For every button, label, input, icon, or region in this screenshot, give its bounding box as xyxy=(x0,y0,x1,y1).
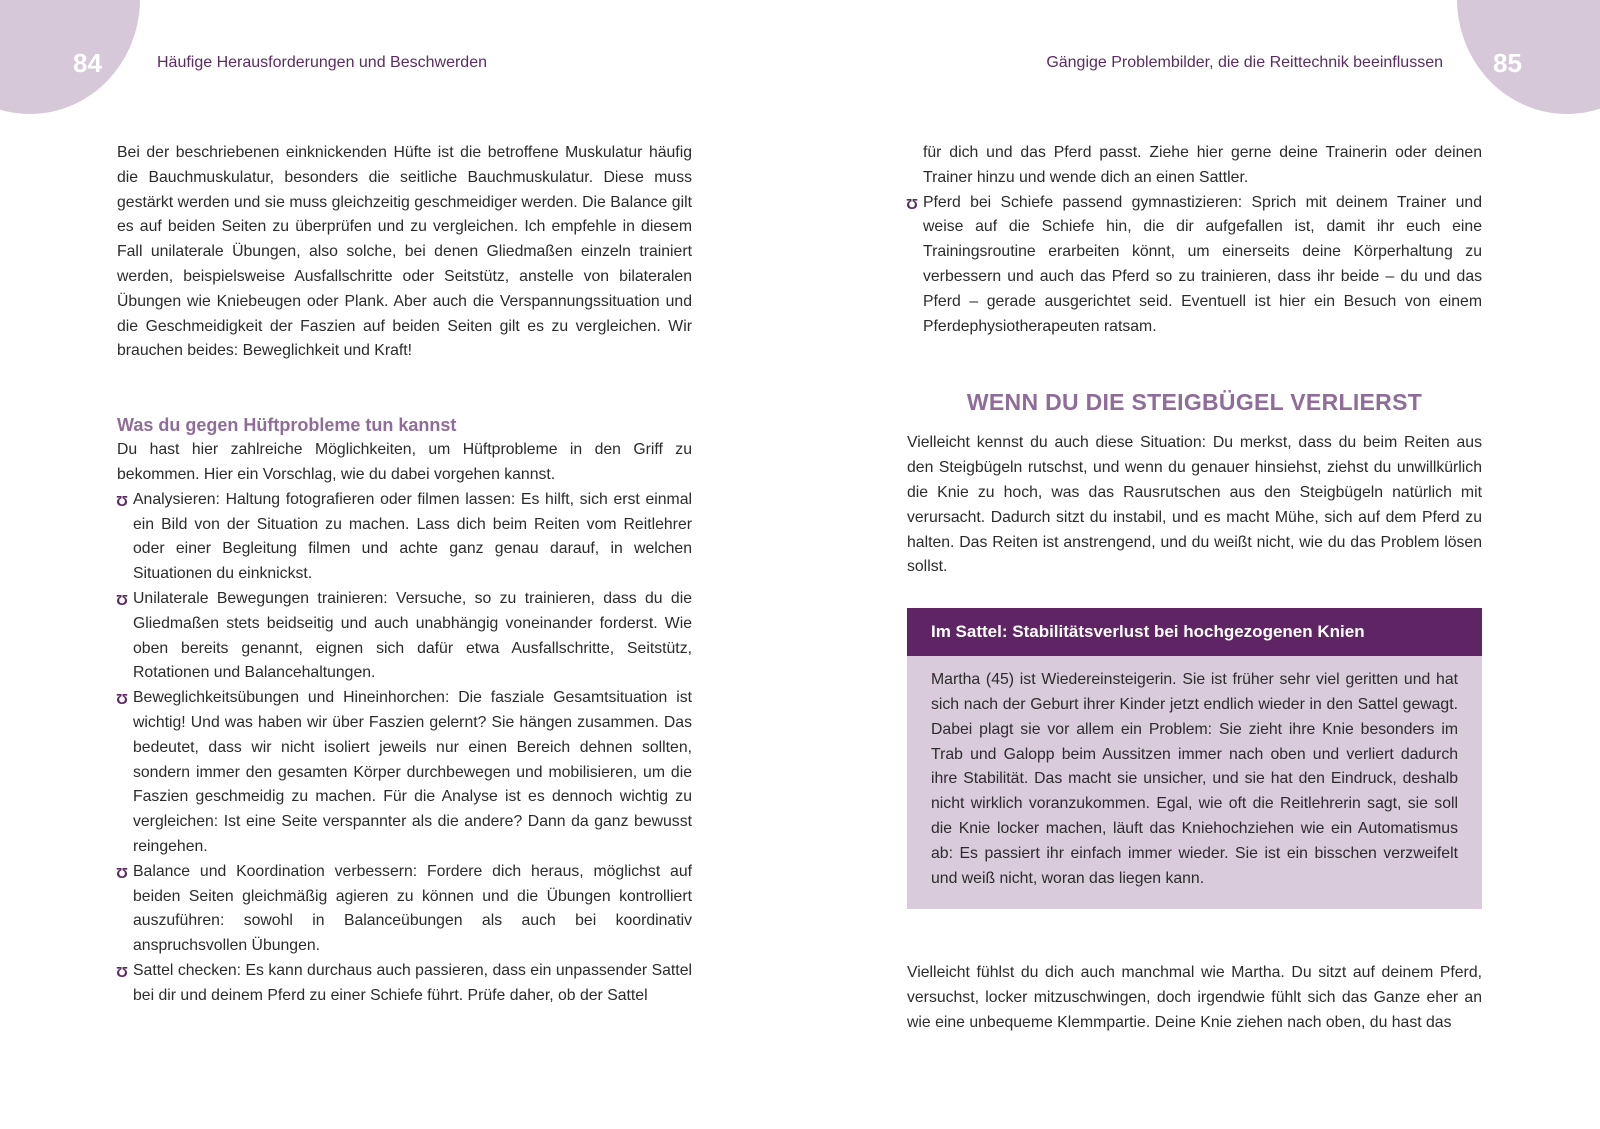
list-item-text: Pferd bei Schiefe passend gymnastizieren: Sprich mit deinem Trainer und weise auf die Schiefe hin, die dir aufgefallen ist, damit ihr euch eine Trainingsroutine erarbeiten könnt, um einerseits deine Körperhaltung zu verbessern und auch das Pferd so zu trainieren, dass ihr beide – du und das Pferd – gerade ausgerichtet seid. Eventuell ist hier ein Besuch von einem Pferdephysiotherapeuten ratsam. xyxy=(923,193,1482,335)
page-number-circle-right xyxy=(1457,0,1600,114)
intro-paragraph: Bei der beschriebenen einknickenden Hüfte ist die betroffene Muskulatur häufig die Bauchmuskulatur, besonders die seitliche Bauchmuskulatur. Diese muss gestärkt werden und sie muss gleichzeitig geschmeidiger werden. Die Balance gilt es auf beiden Seiten zu überprüfen und zu vergleichen. Ich empfehle in diesem Fall unilaterale Übungen, also solche, bei denen Gliedmaßen einzeln trainiert werden, beispielsweise Ausfallschritte oder Seitstütz, anstelle von bilateralen Übungen wie Kniebeugen oder Plank. Aber auch die Verspannungssituation und die Geschmeidigkeit der Faszien auf beiden Seiten gilt es zu vergleichen. Wir brauchen beides: Beweglichkeit und Kraft! xyxy=(117,144,692,360)
right-page-column xyxy=(907,141,1482,1036)
list-item xyxy=(117,587,692,686)
horseshoe-icon: Ʊ xyxy=(116,864,129,882)
sub-intro-paragraph: Du hast hier zahlreiche Möglichkeiten, um Hüftprobleme in den Griff zu bekommen. Hier ein Vorschlag, wie du dabei vorgehen kannst. xyxy=(117,441,692,483)
section-title: WENN DU DIE STEIGBÜGEL VERLIERST xyxy=(966,389,1423,416)
left-page-column xyxy=(117,141,692,1009)
list-item-text: Unilaterale Bewegungen trainieren: Versuche, so zu trainieren, dass du die Gliedmaßen stets beidseitig und auch unabhängig voneinander forderst. Wie oben bereits genannt, eignen sich dafür etwa Ausfallschritte, Seitstütz, Rotationen und Balancehaltungen. xyxy=(133,589,692,682)
section-paragraph: Vielleicht kennst du auch diese Situation: Du merkst, dass du beim Reiten aus den Steigbügeln rutschst, und wenn du genauer hinsiehst, ziehst du unwillkürlich die Knie zu hoch, was das Rausrutschen aus den Steigbügeln natürlich mit verursacht. Dadurch sitzt du instabil, und es macht Mühe, sich auf dem Pferd zu halten. Das Reiten ist anstrengend, und du weißt nicht, wie du das Problem lösen sollst. xyxy=(907,434,1482,576)
subheading: Was du gegen Hüftprobleme tun kannst xyxy=(117,415,457,436)
case-study-box xyxy=(907,608,1482,909)
list-item xyxy=(907,191,1482,340)
page-number-circle-left xyxy=(0,0,140,114)
list-item xyxy=(117,959,692,1009)
horseshoe-icon: Ʊ xyxy=(116,963,129,981)
closing-paragraph: Vielleicht fühlst du dich auch manchmal wie Martha. Du sitzt auf deinem Pferd, versuchst, locker mitzuschwingen, doch irgendwie fühlt sich das Ganze eher an wie eine unbequeme Klemmpartie. Deine Knie ziehen nach oben, du hast das xyxy=(907,964,1482,1031)
list-item xyxy=(117,860,692,959)
page-number-right: 85 xyxy=(1493,48,1522,78)
list-item xyxy=(117,488,692,587)
running-head-left: Häufige Herausforderungen und Beschwerden xyxy=(157,54,487,71)
tips-list xyxy=(117,488,692,1009)
list-item-text: Sattel checken: Es kann durchaus auch passieren, dass ein unpassender Sattel bei dir und deinem Pferd zu einer Schiefe führt. Prüfe daher, ob der Sattel xyxy=(133,961,692,1004)
horseshoe-icon: Ʊ xyxy=(116,591,129,609)
horseshoe-icon: Ʊ xyxy=(116,492,129,510)
list-item xyxy=(117,686,692,860)
horseshoe-icon: Ʊ xyxy=(906,195,919,213)
horseshoe-icon: Ʊ xyxy=(116,691,129,709)
case-study-title: Im Sattel: Stabilitätsverlust bei hochgezogenen Knien xyxy=(907,608,1482,656)
list-continuation: für dich und das Pferd passt. Ziehe hier gerne deine Trainerin oder deinen Trainer hinzu und wende dich an einen Sattler. xyxy=(923,144,1482,186)
tips-list-continued xyxy=(907,191,1482,340)
running-head-right: Gängige Problembilder, die die Reittechnik beeinflussen xyxy=(1046,54,1443,71)
page-number-left: 84 xyxy=(73,48,102,78)
list-item-text: Beweglichkeitsübungen und Hineinhorchen: Die fasziale Gesamtsituation ist wichtig! Und was haben wir über Faszien gelernt? Sie hängen zusammen. Das bedeutet, dass wir nicht isoliert jeweils nur einen Bereich dehnen sollten, sondern immer den gesamten Körper durchbewegen und mobilisieren, um die Faszien geschmeidig zu machen. Für die Analyse ist es dennoch wichtig zu vergleichen: Ist eine Seite verspannter als die andere? Dann da ganz bewusst reingehen. xyxy=(133,689,692,855)
list-item-text: Balance und Koordination verbessern: Fordere dich heraus, möglichst auf beiden Seiten gleichmäßig agieren zu können und die Übungen kontrolliert auszuführen: sowohl in Balanceübungen als auch bei koordinativ anspruchsvollen Übungen. xyxy=(133,862,692,955)
case-study-body: Martha (45) ist Wiedereinsteigerin. Sie ist früher sehr viel geritten und hat sich nach der Geburt ihrer Kinder jetzt endlich wieder in den Sattel gewagt. Dabei plagt sie vor allem ein Problem: Sie zieht ihre Knie besonders im Trab und Galopp beim Aussitzen immer nach oben und verliert dadurch ihre Stabilität. Das macht sie unsicher, und sie hat den Eindruck, deshalb nicht wirklich voranzukommen. Egal, wie oft die Reitlehrerin sagt, sie soll die Knie locker machen, läuft das Kniehochziehen wie ein Automatismus ab: Es passiert ihr einfach immer wieder. Sie ist ein bisschen verzweifelt und weiß nicht, woran das liegen kann. xyxy=(907,656,1482,909)
list-item-text: Analysieren: Haltung fotografieren oder filmen lassen: Es hilft, sich erst einmal ein Bild von der Situation zu machen. Lass dich beim Reiten vom Reitlehrer oder einer Begleitung filmen und achte ganz genau darauf, in welchen Situationen du einknickst. xyxy=(133,490,692,583)
